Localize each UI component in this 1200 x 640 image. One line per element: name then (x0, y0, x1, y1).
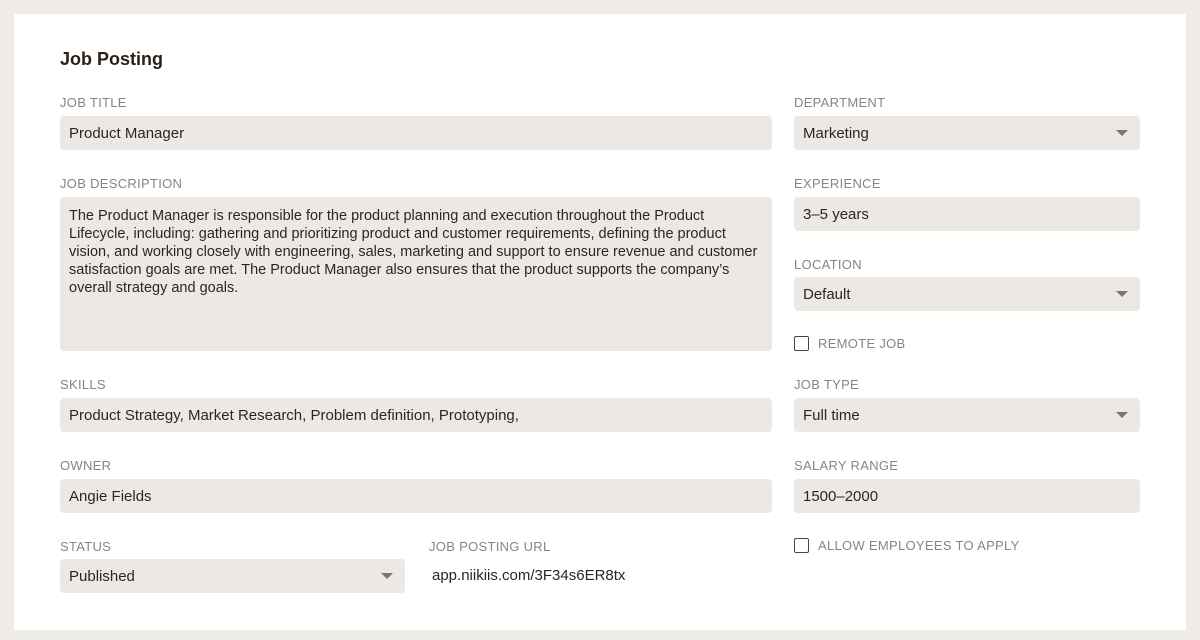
job-description-label: JOB DESCRIPTION (60, 176, 183, 191)
caret-down-icon (1116, 130, 1128, 136)
allow-employees-checkbox[interactable] (794, 538, 809, 553)
experience-input[interactable]: 3–5 years (794, 197, 1140, 231)
status-select[interactable] (60, 559, 405, 593)
remote-job-option (794, 336, 906, 351)
job-posting-url-label: JOB POSTING URL (429, 539, 551, 554)
skills-label: SKILLS (60, 377, 106, 392)
salary-range-input[interactable]: 1500–2000 (794, 479, 1140, 513)
job-type-value: Full time (803, 406, 860, 424)
job-type-label: JOB TYPE (794, 377, 860, 392)
department-select[interactable] (794, 116, 1140, 150)
remote-job-label[interactable]: REMOTE JOB (818, 336, 906, 351)
job-posting-url-link[interactable]: app.niikiis.com/3F34s6ER8tx (432, 567, 626, 584)
caret-down-icon (1116, 412, 1128, 418)
owner-label: OWNER (60, 458, 112, 473)
job-type-select[interactable] (794, 398, 1140, 432)
job-description-textarea[interactable]: The Product Manager is responsible for the product planning and execution throughout the Product Lifecycle, including: gathering and prioritizing product and customer requirements, defining the product vision, and working closely with engineering, sales, marketing and support to ensure revenue and customer satisfaction goals are met. The Product Manager also ensures that the product supports the company’s overall strategy and goals. (60, 197, 772, 351)
job-posting-card (14, 14, 1186, 630)
allow-employees-label[interactable]: ALLOW EMPLOYEES TO APPLY (818, 538, 1020, 553)
department-label: DEPARTMENT (794, 95, 886, 110)
job-title-input[interactable]: Product Manager (60, 116, 772, 150)
caret-down-icon (1116, 291, 1128, 297)
remote-job-checkbox[interactable] (794, 336, 809, 351)
experience-label: EXPERIENCE (794, 176, 881, 191)
location-select[interactable] (794, 277, 1140, 311)
salary-range-label: SALARY RANGE (794, 458, 899, 473)
caret-down-icon (381, 573, 393, 579)
status-value: Published (69, 567, 135, 585)
location-value: Default (803, 285, 851, 303)
page-title: Job Posting (60, 49, 163, 69)
department-value: Marketing (803, 124, 869, 142)
location-label: LOCATION (794, 257, 862, 272)
job-title-label: JOB TITLE (60, 95, 127, 110)
status-label: STATUS (60, 539, 112, 554)
owner-input[interactable]: Angie Fields (60, 479, 772, 513)
skills-input[interactable]: Product Strategy, Market Research, Problem definition, Prototyping, (60, 398, 772, 432)
allow-employees-option (794, 538, 1020, 553)
